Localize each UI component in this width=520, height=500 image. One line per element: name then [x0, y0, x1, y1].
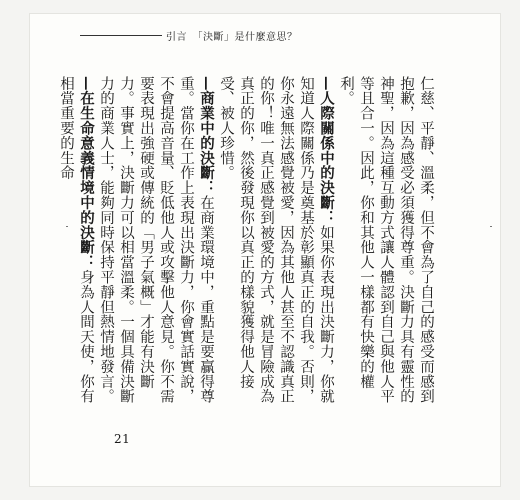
running-header	[80, 28, 298, 43]
paragraph-heading: —商業中的決斷：	[198, 76, 215, 196]
paragraph-text: 仁慈、平靜、溫柔，但不會為了自己的感受而感到抱歉，因為感受必須獲得尊重。決斷力具有靈性的神聖，因為這種互動方式讓人體認到自己與他人平等且合一。因此，你和其他人一樣都有快樂的權利。	[338, 76, 434, 404]
paragraph-heading: —人際關係中的決斷：	[318, 76, 335, 225]
paragraph-text: 如果你表現出決斷力，你就知道人際關係乃是奠基於彰顯真正的自我。否則，你永遠無法感覺被愛，因為其他人甚至不認識真正的你！唯一真正感覺到被愛的方式，就是冒險成為真正的你，然後發現你以真正的樣貌獲得他人接受、被人珍惜。	[218, 76, 334, 404]
paragraph-life-meaning	[56, 76, 96, 416]
header-rule	[80, 35, 162, 36]
book-page	[30, 14, 500, 486]
margin-mark-left	[66, 226, 68, 227]
page-number: 21	[114, 432, 131, 446]
paragraph-heading: —在生命意義情境中的決斷：	[78, 76, 95, 270]
margin-mark-right	[490, 226, 492, 227]
chapter-title: 引言 「決斷」是什麼意思？	[166, 32, 298, 43]
paragraph-text: 在商業環境中，重點是要贏得尊重。當你在工作上表現出決斷力，你會實話實說，不會提高音量、貶低他人或攻擊他人意見。你不需要表現出強硬或傳統的「男子氣概」才能有決斷力。事實上，決斷力可以相當溫柔。一個具備決斷力的商業人士，能夠同時保持平靜但熱情地發言。	[98, 76, 214, 404]
paragraph-business	[96, 76, 216, 416]
paragraph-relationships	[216, 76, 336, 416]
paragraph-text: 身為人間天使，你有相當重要的生命	[58, 76, 94, 404]
body-text	[56, 76, 436, 416]
paragraph-intro-continuation	[336, 76, 436, 416]
